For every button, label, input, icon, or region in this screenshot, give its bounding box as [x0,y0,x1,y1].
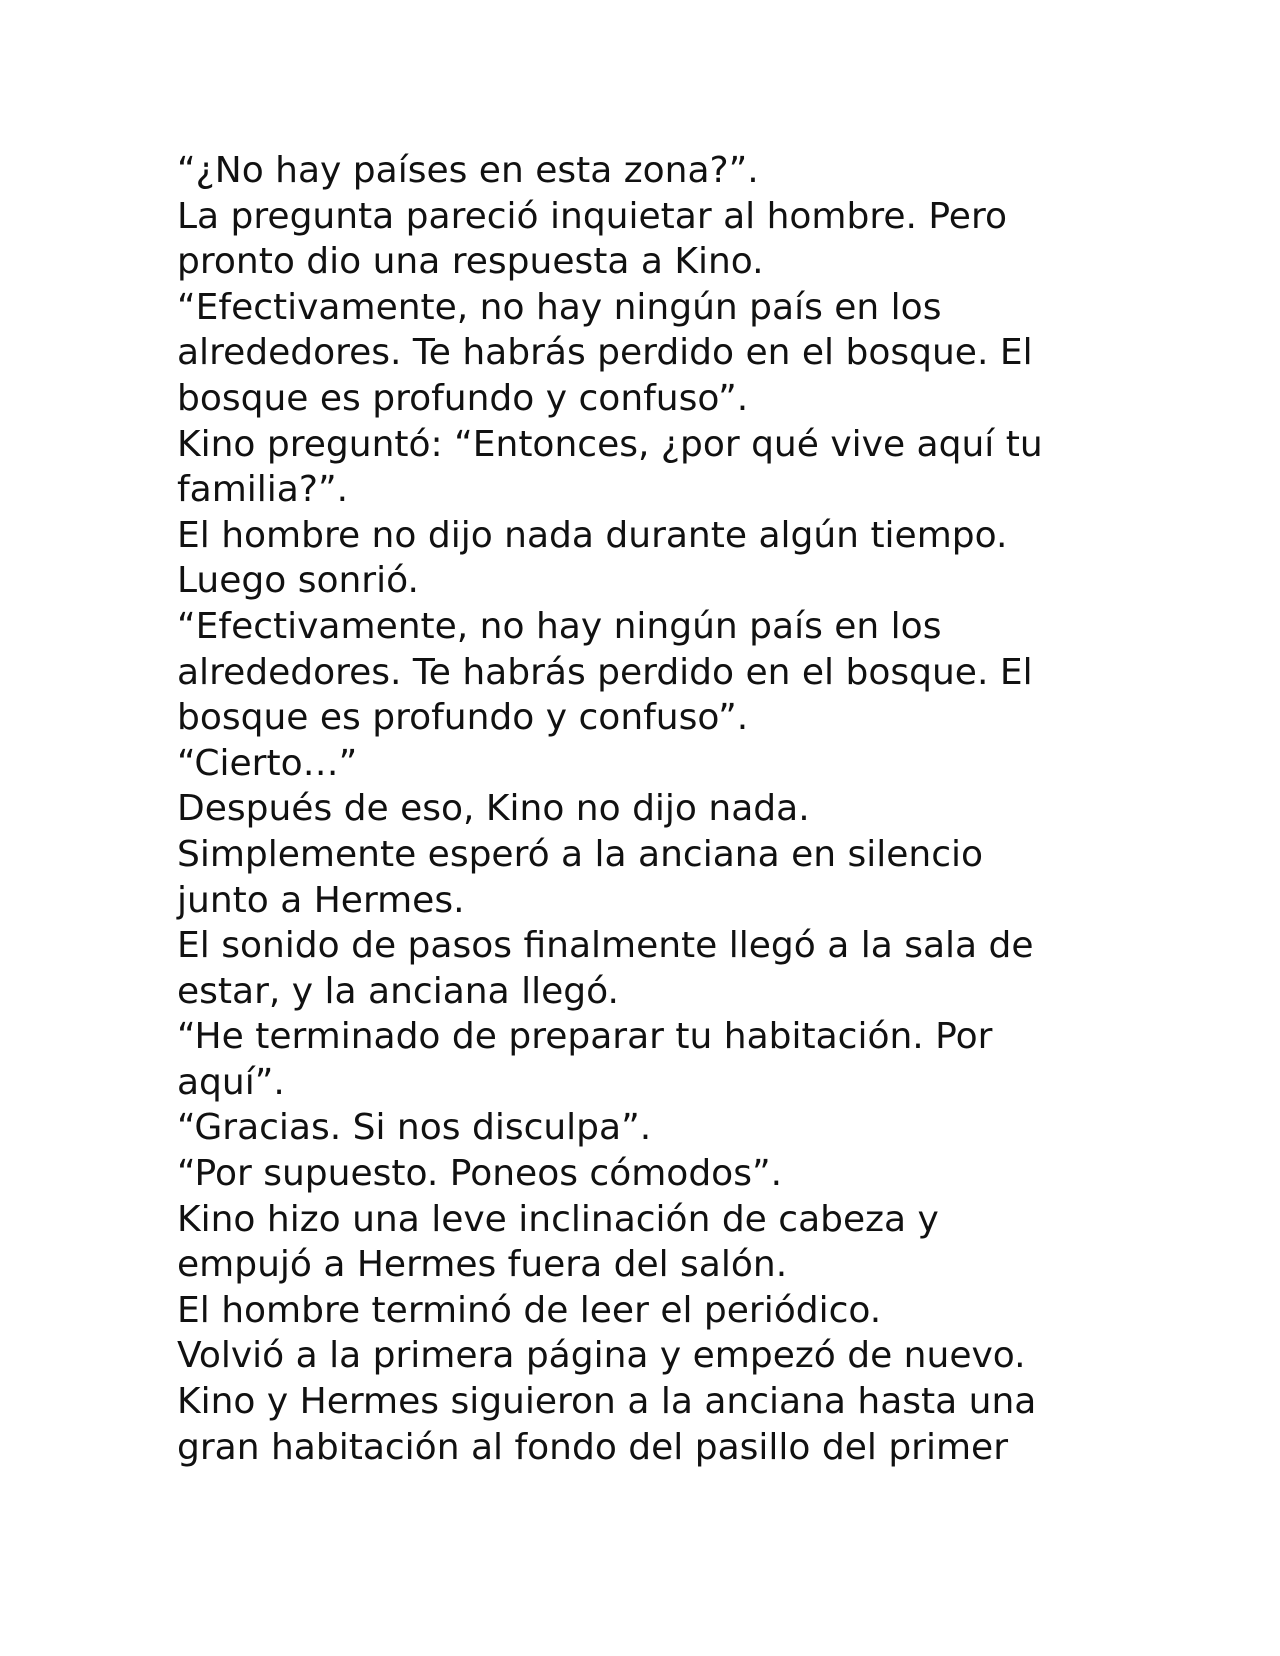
text-line: Simplemente esperó a la anciana en silencio [177,833,984,875]
text-line: empujó a Hermes fuera del salón. [177,1244,788,1286]
text-line: El sonido de pasos finalmente llegó a la sala de [177,925,1034,967]
text-line: Kino preguntó: “Entonces, ¿por qué vive aquí tu [177,423,1043,465]
text-line: La pregunta pareció inquietar al hombre. Pero [177,195,1007,237]
text-line: Después de eso, Kino no dijo nada. [177,788,810,830]
text-line: El hombre no dijo nada durante algún tiempo. [177,514,1008,556]
text-line: bosque es profundo y confuso”. [177,377,749,419]
text-line: alrededores. Te habrás perdido en el bosque. El [177,332,1033,374]
text-line: “Efectivamente, no hay ningún país en los [177,286,942,328]
text-line: “Efectivamente, no hay ningún país en los [177,605,942,647]
text-line: “He terminado de preparar tu habitación. Por [177,1016,993,1058]
text-line: “Gracias. Si nos disculpa”. [177,1107,652,1149]
text-line: gran habitación al fondo del pasillo del primer [177,1426,1009,1468]
text-line: “¿No hay países en esta zona?”. [177,150,759,191]
text-line: “Cierto…” [177,742,358,784]
text-line: bosque es profundo y confuso”. [177,697,749,739]
text-line: aquí”. [177,1061,285,1103]
text-line: Kino y Hermes siguieron a la anciana hasta una [177,1381,1037,1423]
text-line: Kino hizo una leve inclinación de cabeza y [177,1198,939,1240]
text-line: El hombre terminó de leer el periódico. [177,1289,882,1331]
text-line: familia?”. [177,469,349,511]
text-line: Luego sonrió. [177,560,419,602]
text-line: pronto dio una respuesta a Kino. [177,241,764,283]
text-line: alrededores. Te habrás perdido en el bosque. El [177,651,1033,693]
text-line: Volvió a la primera página y empezó de nuevo. [177,1335,1026,1377]
text-line: junto a Hermes. [177,879,465,921]
document-page [177,148,1177,1470]
text-line: “Por supuesto. Poneos cómodos”. [177,1153,783,1195]
text-line: estar, y la anciana llegó. [177,970,619,1012]
